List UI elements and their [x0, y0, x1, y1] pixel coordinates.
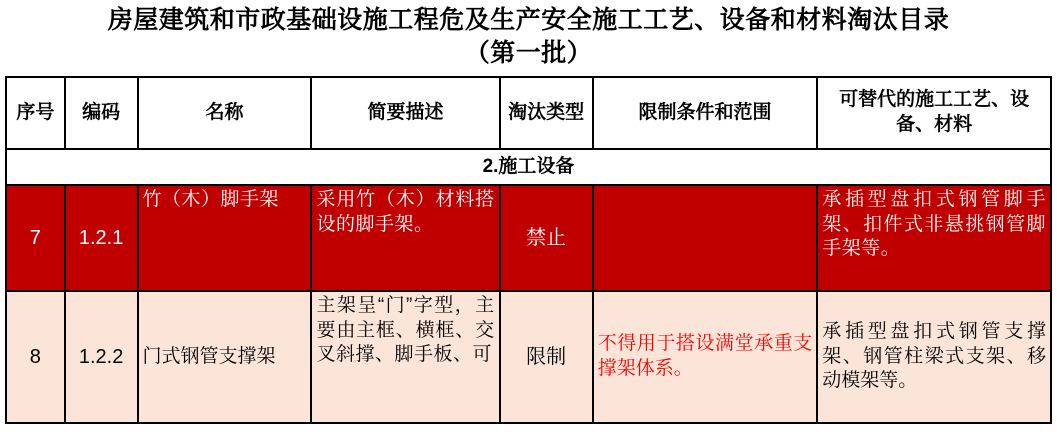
cell-alt: 承插型盘扣式钢管脚手架、扣件式非悬挑钢管脚手架等。 — [817, 185, 1051, 291]
section-row — [6, 149, 1051, 185]
header-name: 名称 — [138, 77, 312, 149]
cell-code: 1.2.1 — [65, 185, 138, 291]
catalog-table — [5, 76, 1052, 424]
section-label: 2.施工设备 — [6, 149, 1051, 185]
header-limit: 限制条件和范围 — [593, 77, 818, 149]
cell-type: 禁止 — [500, 185, 593, 291]
document-title — [0, 0, 1057, 72]
table-row — [6, 185, 1051, 291]
header-alt: 可替代的施工工艺、设备、材料 — [817, 77, 1051, 149]
cell-limit — [593, 185, 818, 291]
cell-seq: 8 — [6, 291, 65, 423]
table-header — [6, 77, 1051, 149]
cell-desc: 采用竹（木）材料搭设的脚手架。 — [311, 185, 499, 291]
cell-desc: 主架呈“门”字型，主要由主框、横框、交叉斜撑、脚手板、可 — [311, 291, 499, 423]
header-row — [6, 77, 1051, 149]
header-type: 淘汰类型 — [500, 77, 593, 149]
cell-seq: 7 — [6, 185, 65, 291]
table-row — [6, 291, 1051, 423]
header-desc: 简要描述 — [311, 77, 499, 149]
cell-name: 竹（木）脚手架 — [138, 185, 312, 291]
table-body — [6, 149, 1051, 423]
title-line-1: 房屋建筑和市政基础设施工程危及生产安全施工工艺、设备和材料淘汰目录 — [107, 6, 950, 34]
header-code: 编码 — [65, 77, 138, 149]
cell-alt: 承插型盘扣式钢管支撑架、钢管柱梁式支架、移动模架等。 — [817, 291, 1051, 423]
cell-type: 限制 — [500, 291, 593, 423]
cell-limit: 不得用于搭设满堂承重支撑架体系。 — [593, 291, 818, 423]
header-seq: 序号 — [6, 77, 65, 149]
title-line-2: （第一批） — [464, 39, 593, 67]
cell-name: 门式钢管支撑架 — [138, 291, 312, 423]
cell-code: 1.2.2 — [65, 291, 138, 423]
